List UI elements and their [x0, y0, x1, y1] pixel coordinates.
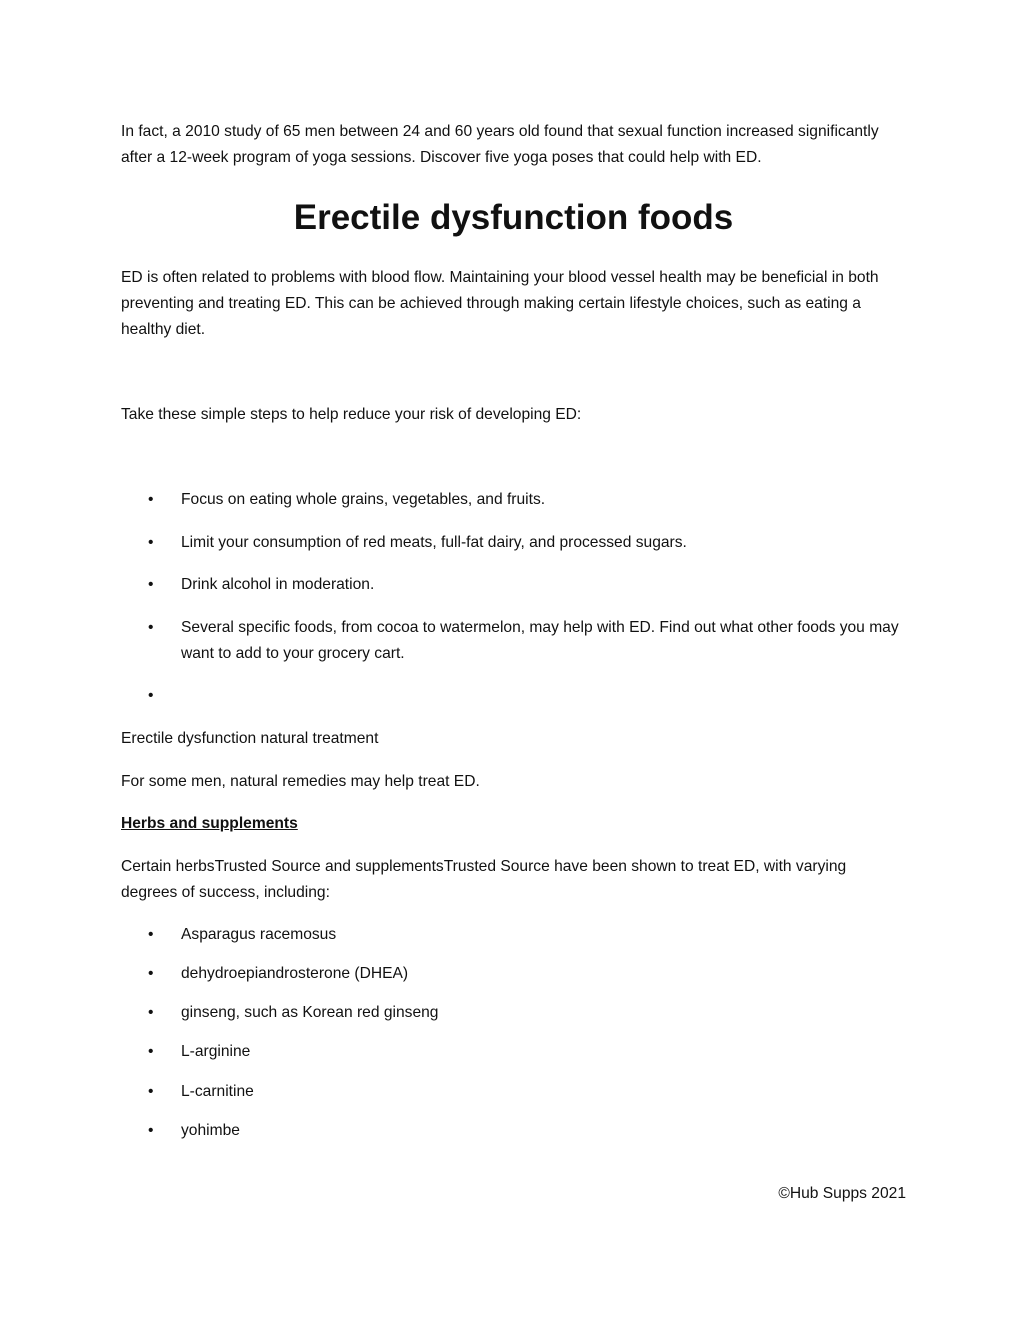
steps-intro: Take these simple steps to help reduce your risk of developing ED: — [121, 406, 582, 423]
list-item-text: Focus on eating whole grains, vegetables, and fruits. — [181, 491, 546, 508]
list-item-text: Asparagus racemosus — [181, 926, 337, 943]
copyright-footer: ©Hub Supps 2021 — [778, 1185, 906, 1202]
blood-flow-paragraph: ED is often related to problems with blood flow. Maintaining your blood vessel health may be beneficial in both preventing and treating ED. This can be achieved through making certain lifestyle choices, such as eating a healthy diet. — [121, 269, 879, 338]
bullet-icon: • — [148, 1004, 154, 1021]
intro-paragraph: In fact, a 2010 study of 65 men between 24 and 60 years old found that sexual function increased significantly after a 12-week program of yoga sessions. Discover five yoga poses that could help with ED. — [121, 123, 879, 166]
herbs-paragraph: Certain herbsTrusted Source and supplementsTrusted Source have been shown to treat ED, with varying degrees of success, including: — [121, 858, 847, 901]
section-heading: Erectile dysfunction foods — [293, 198, 734, 237]
bullet-icon: • — [148, 1083, 154, 1100]
natural-treatment-text: For some men, natural remedies may help treat ED. — [121, 773, 480, 790]
list-item-text: L-carnitine — [181, 1083, 254, 1100]
natural-treatment-title: Erectile dysfunction natural treatment — [121, 730, 379, 747]
bullet-icon: • — [148, 576, 154, 593]
bullet-icon: • — [148, 965, 154, 982]
list-item-text: Drink alcohol in moderation. — [181, 576, 375, 593]
list-item-text: L-arginine — [181, 1043, 251, 1060]
list-item-text: dehydroepiandrosterone (DHEA) — [181, 965, 409, 982]
document-page — [121, 0, 906, 1325]
list-item-text: Limit your consumption of red meats, full-fat dairy, and processed sugars. — [181, 534, 687, 551]
bullet-icon: • — [148, 1122, 154, 1139]
bullet-icon: • — [148, 926, 154, 943]
bullet-icon: • — [148, 687, 154, 704]
list-item-text: ginseng, such as Korean red ginseng — [181, 1004, 439, 1021]
list-item-text: Several specific foods, from cocoa to watermelon, may help with ED. Find out what other foods you may want to add to your grocery cart. — [181, 619, 899, 662]
bullet-icon: • — [148, 491, 154, 508]
bullet-icon: • — [148, 1043, 154, 1060]
bullet-icon: • — [148, 619, 154, 636]
bullet-icon: • — [148, 534, 154, 551]
herbs-subheading: Herbs and supplements — [121, 815, 298, 832]
list-item-text: yohimbe — [181, 1122, 240, 1139]
